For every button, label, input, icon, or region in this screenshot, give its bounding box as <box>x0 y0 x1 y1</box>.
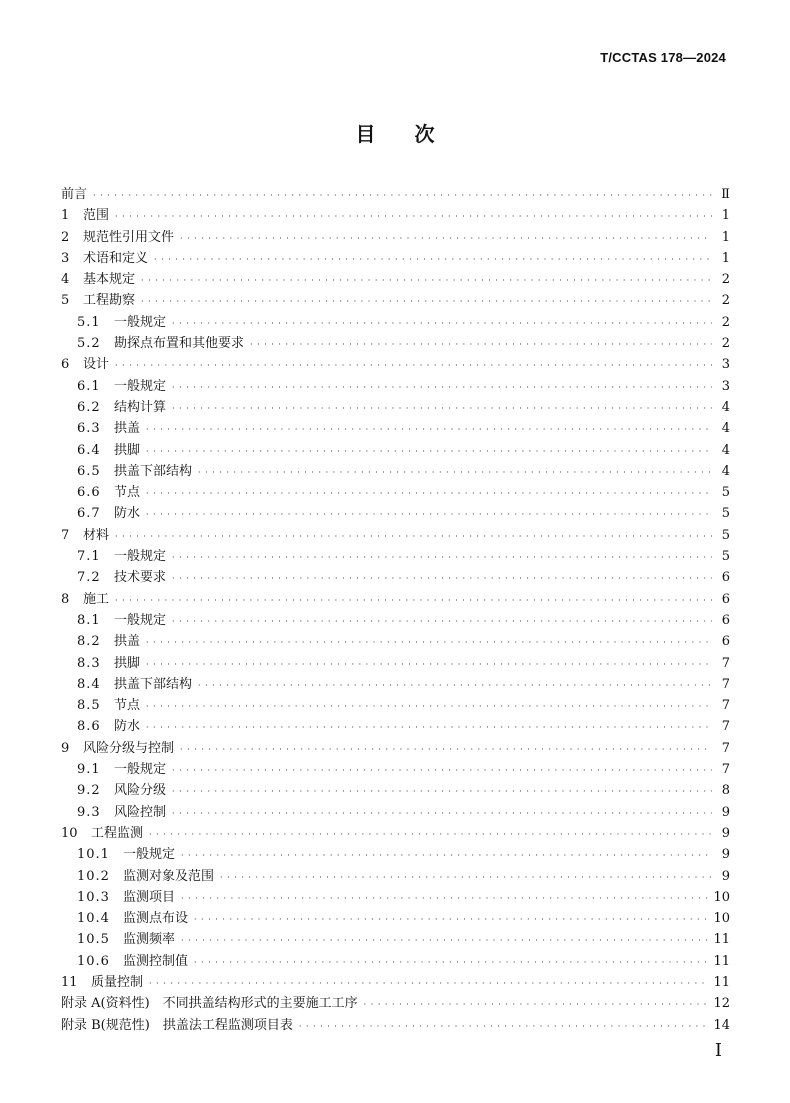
toc-entry-number: 10.2 <box>77 868 110 884</box>
toc-entry-number: 10.1 <box>77 847 110 863</box>
toc-entry-title: 监测频率 <box>123 932 176 948</box>
toc-entry[interactable] <box>61 993 730 1014</box>
toc-entry[interactable] <box>61 908 730 929</box>
toc-dot-leader <box>146 482 712 504</box>
toc-entry-number: 8.5 <box>77 698 101 714</box>
toc-entry-number: 5 <box>61 293 70 309</box>
toc-entry[interactable] <box>61 376 730 397</box>
toc-entry-title: 勘探点布置和其他要求 <box>114 336 245 352</box>
toc-entry-title: 拱盖 <box>114 634 141 650</box>
toc-entry-title: 监测点布设 <box>123 911 189 927</box>
toc-entry-number: 7 <box>61 527 70 543</box>
toc-entry-title: 风险分级 <box>114 783 167 799</box>
toc-entry-number: 1 <box>61 208 70 224</box>
toc-entry[interactable] <box>61 248 730 269</box>
toc-entry-number: 3 <box>61 250 70 266</box>
toc-entry-page: 2 <box>721 314 730 330</box>
toc-entry-title: 前言 <box>61 187 88 202</box>
toc-entry-title: 设计 <box>83 357 110 373</box>
toc-entry-number: 6.7 <box>77 506 101 522</box>
toc-entry-page: 4 <box>721 421 730 437</box>
toc-entry-page: 5 <box>721 549 730 565</box>
toc-entry-number: 6 <box>61 357 70 373</box>
toc-entry-title: 风险控制 <box>114 804 167 820</box>
toc-entry-page: 9 <box>721 868 730 884</box>
toc-entry-number: 6.6 <box>77 485 101 501</box>
toc-entry-title: 一般规定 <box>114 378 167 394</box>
toc-dot-leader <box>172 397 712 419</box>
toc-entry[interactable] <box>61 546 730 567</box>
toc-entry[interactable] <box>61 269 730 290</box>
document-code: T/CCTAS 178—2024 <box>600 50 726 65</box>
toc-entry-page: 3 <box>721 357 730 373</box>
toc-entry-title: 质量控制 <box>91 974 144 990</box>
toc-entry-page: 11 <box>713 974 730 990</box>
toc-entry-title: 一般规定 <box>114 762 167 778</box>
toc-dot-leader <box>146 695 712 717</box>
toc-entry-number: 9.2 <box>77 783 101 799</box>
toc-entry-page: 4 <box>721 442 730 458</box>
toc-dot-leader <box>172 802 712 824</box>
toc-dot-leader <box>146 653 712 675</box>
toc-dot-leader <box>172 567 712 589</box>
toc-entry-number: 6.2 <box>77 399 101 415</box>
toc-entry-page: 7 <box>721 740 730 756</box>
toc-entry-number: 6.4 <box>77 442 101 458</box>
toc-dot-leader <box>299 1015 710 1037</box>
toc-entry-title: 节点 <box>114 485 141 501</box>
page-title: 目 次 <box>355 122 435 146</box>
toc-dot-leader <box>154 248 712 270</box>
toc-entry[interactable] <box>61 205 730 226</box>
toc-dot-leader <box>172 546 712 568</box>
toc-entry-number: 8.6 <box>77 719 101 735</box>
toc-entry[interactable] <box>61 780 730 801</box>
toc-entry-title: 工程勘察 <box>83 293 136 309</box>
toc-dot-leader <box>181 887 709 909</box>
toc-entry-number: 5.2 <box>77 336 101 352</box>
toc-entry[interactable] <box>61 482 730 503</box>
toc-entry-page: 7 <box>721 762 730 778</box>
toc-dot-leader <box>194 951 709 973</box>
toc-dot-leader <box>141 290 712 312</box>
toc-dot-leader <box>194 908 709 930</box>
toc-dot-leader <box>115 205 712 227</box>
toc-entry-page: 2 <box>721 293 730 309</box>
table-of-contents <box>61 184 730 1036</box>
toc-entry-page: 5 <box>721 506 730 522</box>
page-number: Ⅰ <box>714 1040 722 1061</box>
toc-entry-page: 7 <box>721 676 730 692</box>
toc-entry[interactable] <box>61 759 730 780</box>
toc-entry-title: 拱脚 <box>114 442 141 458</box>
toc-entry-title: 技术要求 <box>114 570 167 586</box>
toc-entry-number: 6.1 <box>77 378 101 394</box>
toc-dot-leader <box>115 525 712 547</box>
toc-entry-page: 7 <box>721 698 730 714</box>
toc-entry-title: 结构计算 <box>114 399 167 415</box>
toc-entry-title: 一般规定 <box>114 612 167 628</box>
toc-entry-number: 10.4 <box>77 911 110 927</box>
toc-entry-title: 风险分级与控制 <box>83 740 175 756</box>
toc-dot-leader <box>180 227 712 249</box>
toc-entry-page: 14 <box>713 1017 730 1033</box>
toc-entry-page: 7 <box>721 719 730 735</box>
toc-entry-number: 10.3 <box>77 889 110 905</box>
toc-dot-leader <box>220 866 712 888</box>
toc-entry-title: 监测项目 <box>123 889 176 905</box>
toc-entry-page: 6 <box>721 634 730 650</box>
toc-entry[interactable] <box>61 695 730 716</box>
toc-entry-title: 基本规定 <box>83 272 136 288</box>
toc-entry-page: 9 <box>721 804 730 820</box>
toc-dot-leader <box>149 823 712 845</box>
toc-entry[interactable] <box>61 418 730 439</box>
toc-entry-number: 5.1 <box>77 314 101 330</box>
toc-entry-page: 11 <box>713 953 730 969</box>
toc-entry-number: 8 <box>61 591 70 607</box>
toc-entry-title: 附录 A(资料性) 不同拱盖结构形式的主要施工工序 <box>61 996 358 1012</box>
toc-entry-page: 5 <box>721 485 730 501</box>
toc-entry-page: 1 <box>721 229 730 245</box>
toc-entry-page: 4 <box>721 463 730 479</box>
toc-entry-number: 8.3 <box>77 655 101 671</box>
toc-dot-leader <box>146 440 712 462</box>
toc-dot-leader <box>172 312 712 334</box>
toc-entry[interactable] <box>61 333 730 354</box>
toc-entry-title: 术语和定义 <box>83 250 149 266</box>
toc-entry[interactable] <box>61 290 730 311</box>
toc-entry[interactable] <box>61 1015 730 1036</box>
toc-dot-leader <box>146 631 712 653</box>
toc-entry-page: 6 <box>721 570 730 586</box>
toc-entry[interactable] <box>61 184 730 205</box>
toc-dot-leader <box>115 589 712 611</box>
toc-entry[interactable] <box>61 653 730 674</box>
toc-entry-title: 防水 <box>114 506 141 522</box>
toc-entry-title: 一般规定 <box>114 549 167 565</box>
toc-entry-title: 拱脚 <box>114 655 141 671</box>
toc-entry-title: 附录 B(规范性) 拱盖法工程监测项目表 <box>61 1017 293 1033</box>
toc-entry-title: 拱盖下部结构 <box>114 463 193 479</box>
toc-entry-page: 7 <box>721 655 730 671</box>
toc-entry-page: 4 <box>721 399 730 415</box>
toc-entry-title: 一般规定 <box>123 847 176 863</box>
toc-entry-title: 拱盖下部结构 <box>114 676 193 692</box>
toc-dot-leader <box>180 738 712 760</box>
toc-entry[interactable] <box>61 567 730 588</box>
toc-dot-leader <box>93 184 712 206</box>
toc-entry[interactable] <box>61 631 730 652</box>
toc-entry[interactable] <box>61 887 730 908</box>
toc-entry-number: 6.5 <box>77 463 101 479</box>
toc-entry-page: 2 <box>721 272 730 288</box>
toc-entry-title: 节点 <box>114 698 141 714</box>
toc-entry[interactable] <box>61 823 730 844</box>
toc-dot-leader <box>172 759 712 781</box>
toc-entry-title: 范围 <box>83 208 110 224</box>
toc-dot-leader <box>141 269 712 291</box>
toc-dot-leader <box>146 503 712 525</box>
toc-entry-page: 8 <box>721 783 730 799</box>
toc-entry-number: 7.1 <box>77 549 101 565</box>
toc-dot-leader <box>181 929 709 951</box>
toc-entry-page: Ⅱ <box>721 187 730 202</box>
toc-entry-page: 2 <box>721 336 730 352</box>
toc-entry[interactable] <box>61 354 730 375</box>
toc-entry[interactable] <box>61 503 730 524</box>
toc-entry-number: 10 <box>61 825 78 841</box>
toc-entry[interactable] <box>61 951 730 972</box>
toc-entry-number: 4 <box>61 272 70 288</box>
toc-entry-page: 10 <box>713 889 730 905</box>
toc-entry[interactable] <box>61 972 730 993</box>
toc-entry-title: 规范性引用文件 <box>83 229 175 245</box>
toc-entry[interactable] <box>61 397 730 418</box>
toc-dot-leader <box>172 376 712 398</box>
toc-entry-number: 10.5 <box>77 932 110 948</box>
toc-entry-title: 工程监测 <box>91 825 144 841</box>
toc-entry[interactable] <box>61 440 730 461</box>
toc-entry-number: 9.1 <box>77 762 101 778</box>
toc-entry[interactable] <box>61 312 730 333</box>
toc-dot-leader <box>198 461 712 483</box>
toc-dot-leader <box>181 844 712 866</box>
toc-entry-title: 施工 <box>83 591 110 607</box>
toc-entry-number: 11 <box>61 974 78 990</box>
toc-dot-leader <box>149 972 709 994</box>
toc-entry-page: 10 <box>713 911 730 927</box>
toc-entry-page: 3 <box>721 378 730 394</box>
toc-entry-number: 2 <box>61 229 70 245</box>
toc-entry-title: 防水 <box>114 719 141 735</box>
toc-entry-page: 1 <box>721 250 730 266</box>
toc-entry-number: 9.3 <box>77 804 101 820</box>
toc-entry-page: 1 <box>721 208 730 224</box>
toc-entry[interactable] <box>61 227 730 248</box>
toc-entry-page: 5 <box>721 527 730 543</box>
toc-dot-leader <box>364 993 710 1015</box>
toc-entry[interactable] <box>61 716 730 737</box>
toc-dot-leader <box>115 354 712 376</box>
toc-entry-page: 6 <box>721 591 730 607</box>
toc-entry[interactable] <box>61 461 730 482</box>
toc-dot-leader <box>172 610 712 632</box>
toc-entry-title: 材料 <box>83 527 110 543</box>
toc-entry-number: 10.6 <box>77 953 110 969</box>
toc-entry-title: 监测控制值 <box>123 953 189 969</box>
toc-entry-page: 9 <box>721 825 730 841</box>
toc-entry-page: 12 <box>713 996 730 1012</box>
toc-dot-leader <box>250 333 712 355</box>
toc-entry-title: 一般规定 <box>114 314 167 330</box>
toc-entry-number: 8.4 <box>77 676 101 692</box>
toc-entry[interactable] <box>61 802 730 823</box>
toc-dot-leader <box>146 716 712 738</box>
toc-entry-page: 6 <box>721 612 730 628</box>
toc-entry[interactable] <box>61 738 730 759</box>
toc-entry[interactable] <box>61 674 730 695</box>
toc-entry-page: 11 <box>713 932 730 948</box>
toc-entry-page: 9 <box>721 847 730 863</box>
toc-entry[interactable] <box>61 929 730 950</box>
toc-entry-number: 8.2 <box>77 634 101 650</box>
toc-entry[interactable] <box>61 610 730 631</box>
toc-entry-number: 7.2 <box>77 570 101 586</box>
toc-entry-number: 9 <box>61 740 70 756</box>
toc-entry-title: 拱盖 <box>114 421 141 437</box>
toc-entry[interactable] <box>61 589 730 610</box>
toc-entry-number: 6.3 <box>77 421 101 437</box>
toc-dot-leader <box>172 780 712 802</box>
toc-entry[interactable] <box>61 844 730 865</box>
toc-entry-number: 8.1 <box>77 612 101 628</box>
toc-dot-leader <box>146 418 712 440</box>
toc-entry[interactable] <box>61 866 730 887</box>
toc-dot-leader <box>198 674 712 696</box>
toc-entry[interactable] <box>61 525 730 546</box>
toc-entry-title: 监测对象及范围 <box>123 868 215 884</box>
